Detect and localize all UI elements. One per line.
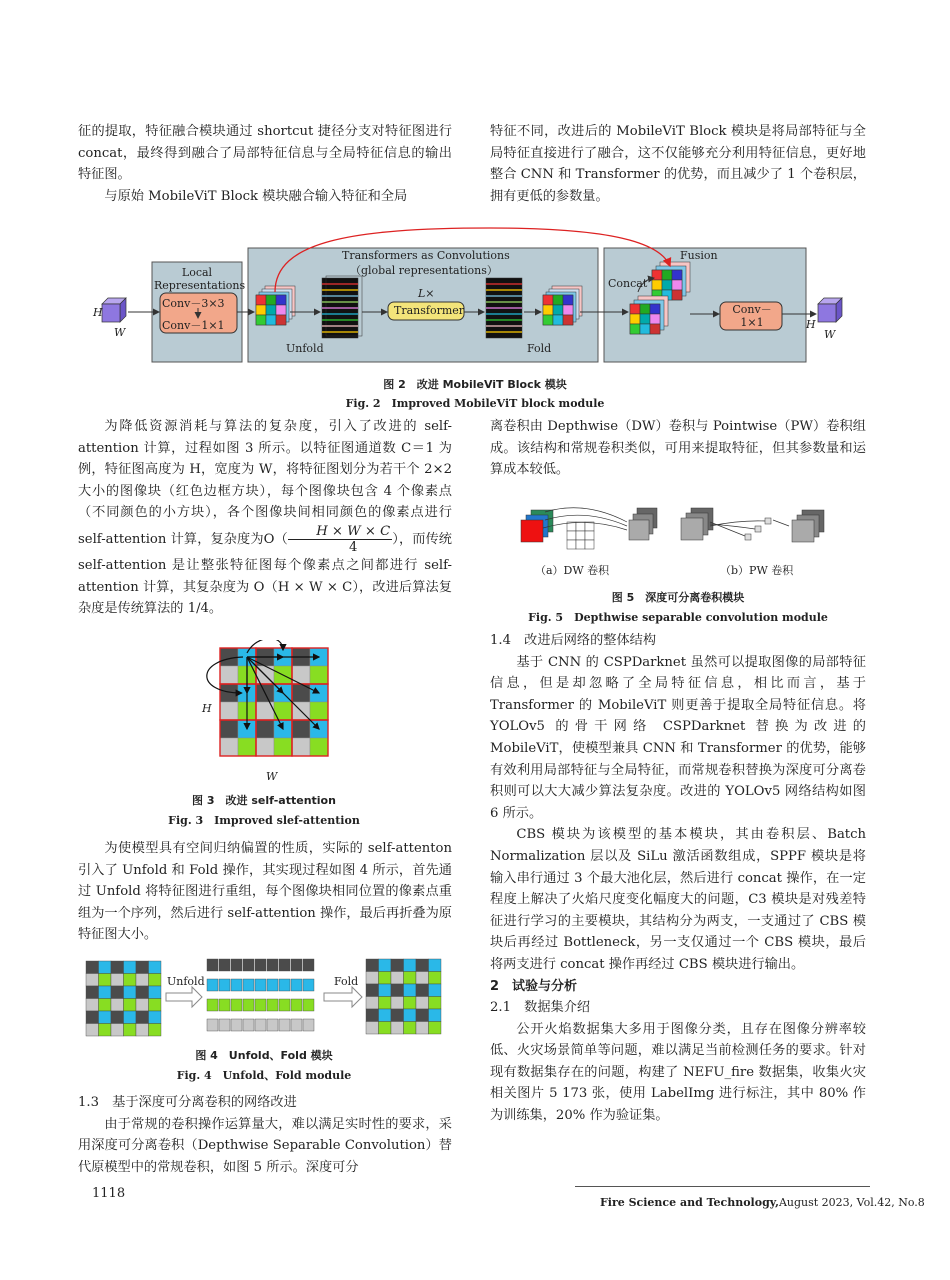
unfold-label: Unfold [286,342,324,355]
grid-cell [111,999,124,1012]
local-representations-label: Local Representations [154,266,246,292]
grid-cell [256,738,274,756]
grid-cell [391,1009,404,1022]
sequence-cell [255,999,266,1011]
grid-w-label: W [266,770,278,783]
sequence-cell [255,979,266,991]
grid-cell [391,997,404,1010]
grid-cell [99,999,112,1012]
grid-cell [99,1024,112,1037]
sequence-cell [279,999,290,1011]
grid-cell [404,1022,417,1035]
figure-5 [515,500,845,578]
sequence-cell [219,979,230,991]
page-number: 1118 [92,1186,126,1201]
grid-cell [404,1009,417,1022]
grid-cell [274,738,292,756]
figure-2-caption-en: Fig. 2 Improved MobileViT block module [345,397,605,410]
conv1-label: Conv－1×1 [162,319,225,332]
sequence-cell [267,1019,278,1031]
unfold-label: Unfold [167,975,205,988]
grid-cell [136,974,149,987]
complexity-o: O（ [263,531,288,547]
grid-cell [416,984,429,997]
sequence-cell [279,959,290,971]
grid-cell [136,999,149,1012]
sequence-cell [219,959,230,971]
grid-cell [256,720,274,738]
right-mid-text [490,416,866,481]
sequence-cell [267,979,278,991]
grid-cell [379,997,392,1010]
grid-cell [416,1009,429,1022]
paragraph: 公开火焰数据集大多用于图像分类，且存在图像分辨率较低、火灾场景简单等问题，难以满足当前检测任务的要求。针对现有数据集存在的问题，构建了 NEFU_fire 数据集，收集火灾相关图片 5 173 张，使用 LabelImg 进行标注，其中 80% 作为训练集，20% 作为验证集。 [490,1021,866,1124]
grid-cell [149,1011,162,1024]
grid-h-label: H [202,702,212,715]
grid-cell [136,961,149,974]
left-low-text [78,838,452,946]
grid-cell [86,961,99,974]
journal-name: Fire Science and Technology, [600,1196,779,1209]
grid-cell [366,972,379,985]
grid-cell [86,986,99,999]
grid-cell [111,1011,124,1024]
grid-cell [416,997,429,1010]
figure-5-caption-en: Fig. 5 Depthwise separable convolution module [528,611,828,624]
dw-conv-label: （a）DW 卷积 [535,564,610,577]
output-w-label: W [824,328,836,341]
text-run: ），而传统 self-attention 是让整张特征图每个像素点之间都进行 self-attention 计算，其复杂度为 O（H × W × C），改进后算法复杂度是传统算法的 1/4。 [78,531,452,617]
complexity-fraction [288,524,392,555]
fold-label: Fold [334,975,359,988]
grid-cell [99,974,112,987]
figure-2-caption-cn: 图 2 改进 MobileViT Block 模块 [383,378,567,391]
sequence-cell [255,1019,266,1031]
paragraph: 与原始 MobileViT Block 模块融合输入特征和全局 [104,188,408,204]
concat-label: Concat [608,277,648,290]
grid-cell [379,959,392,972]
grid-cell [379,972,392,985]
sequence-cell [243,1019,254,1031]
sequence-cell [303,979,314,991]
grid-cell [111,986,124,999]
unfold-fold-diagram [82,955,452,1043]
grid-cell [149,999,162,1012]
grid-cell [310,702,328,720]
footer-rule [575,1186,870,1187]
grid-cell [429,972,442,985]
grid-cell [310,738,328,756]
sequence-cell [231,959,242,971]
self-attention-grid [190,640,350,788]
sequence-cell [207,959,218,971]
l-times-label: L× [418,287,435,300]
grid-cell [429,984,442,997]
transform-arrow [324,987,362,1007]
sequence-cell [267,999,278,1011]
conv-out-label: Conv－1×1 [732,303,772,329]
grid-cell [391,984,404,997]
grid-cell [379,1022,392,1035]
grid-cell [429,997,442,1010]
figure-4-caption-cn: 图 4 Unfold、Fold 模块 [195,1049,333,1062]
journal-footer [600,1196,925,1209]
paragraph: 特征不同，改进后的 MobileViT Block 模块是将局部特征与全局特征直接进行了融合，这不仅能够充分利用特征信息，更好地整合 CNN 和 Transformer 的优势，而且减少了 1 个卷积层，拥有更低的参数量。 [490,124,866,204]
input-w-label: W [114,326,126,339]
grid-cell [366,959,379,972]
sequence-cell [267,959,278,971]
grid-cell [391,972,404,985]
grid-cell [111,961,124,974]
grid-cell [292,738,310,756]
grid-cell [86,1024,99,1037]
grid-cell [404,972,417,985]
paragraph: 为使模型具有空间归纳偏置的性质，实际的 self-attenton 引入了 Unfold 和 Fold 操作，其实现过程如图 4 所示，首先通过 Unfold 将特征图进行重组，每个图像块相同位置的像素点重组为一个序列，然后进行 self-attention 操作，最后再折叠为原特征图大小。 [78,841,452,943]
grid-cell [220,702,238,720]
sequence-cell [243,999,254,1011]
sequence-cell [303,999,314,1011]
grid-cell [429,959,442,972]
grid-cell [416,1022,429,1035]
sequence-cell [291,1019,302,1031]
grid-cell [86,999,99,1012]
right-low-text [490,630,866,1127]
sequence-cell [231,999,242,1011]
grid-cell [86,974,99,987]
text-run: 为降低资源消耗与算法的复杂度，引入了改进的 self-attention 计算，过程如图 3 所示。以特征图通道数 C＝1 为例，特征图高度为 H，宽度为 W，将特征图划分为若干个 2×2 大小的图像块（红色边框方块），每个图像块包含 4 个像素点（不同颜色的小方块），各个图像块间相同颜色的像素点进行 self-attention 计算，复杂度为 [78,419,452,547]
grid-cell [379,1009,392,1022]
grid-cell [149,986,162,999]
transformers-title: Transformers as Convolutions [342,249,510,262]
transformers-subtitle: （global representations） [350,264,498,277]
figure-4 [82,955,452,1043]
paragraph: 由于常规的卷积操作运算量大，难以满足实时性的要求，采用深度可分离卷积（Depthwise Separable Convolution）替代原模型中的常规卷积，如图 5 所示。深度可分 [78,1116,452,1175]
input-h-label: H [93,306,103,319]
grid-cell [124,986,137,999]
sequence-cell [291,979,302,991]
grid-cell [416,959,429,972]
fold-label: Fold [527,342,552,355]
sequence-cell [219,999,230,1011]
grid-cell [366,1009,379,1022]
grid-cell [149,961,162,974]
grid-cell [238,738,256,756]
grid-cell [111,974,124,987]
grid-cell [124,974,137,987]
sequence-cell [231,979,242,991]
sequence-cell [207,1019,218,1031]
paragraph: 离卷积由 Depthwise（DW）卷积与 Pointwise（PW）卷积组成。该结构和常规卷积类似，可用来提取特征，但其参数量和运算成本较低。 [490,419,866,478]
grid-cell [404,984,417,997]
output-h-label: H [806,318,816,331]
grid-cell [416,972,429,985]
grid-cell [220,720,238,738]
depthwise-diagram [515,500,845,560]
grid-cell [99,961,112,974]
grid-cell [99,986,112,999]
grid-cell [220,738,238,756]
grid-cell [136,1011,149,1024]
grid-cell [366,1022,379,1035]
pw-conv-label: （b）PW 卷积 [720,564,794,577]
grid-cell [404,959,417,972]
paragraph: CBS 模块为该模型的基本模块，其由卷积层、Batch Normalization 层以及 SiLu 激活函数组成，SPPF 模块是将输入串行通过 3 个最大池化层，然后进行 concat 操作，在一定程度上解决了火焰尺度变化幅度大的问题，C3 模块是对残差特征进行学习的主要模块，其结构分为两支，一支通过了 CBS 模块后再经过 Bottleneck，另一支仅通过一个 CBS 模块，最后将两支进行 concat 操作再经过 CBS 模块进行输出。 [490,827,866,972]
paragraph: 征的提取，特征融合模块通过 shortcut 捷径分支对特征图进行 concat，最终得到融合了局部特征信息与全局特征信息的输出特征图。 [78,124,452,183]
grid-cell [429,1022,442,1035]
grid-cell [366,984,379,997]
grid-cell [149,974,162,987]
section-heading-2-1: 2.1 数据集介绍 [490,1000,591,1016]
sequence-cell [291,999,302,1011]
sequence-cell [207,979,218,991]
sequence-cell [303,1019,314,1031]
grid-cell [124,961,137,974]
figure-2 [90,222,860,372]
sequence-cell [279,979,290,991]
section-heading-1-3: 1.3 基于深度可分离卷积的网络改进 [78,1095,297,1110]
figure-5-caption-cn: 图 5 深度可分离卷积模块 [611,591,745,604]
sequence-cell [303,959,314,971]
grid-cell [220,666,238,684]
journal-issue: August 2023, Vol.42, No.8 [778,1196,925,1209]
sequence-cell [243,979,254,991]
sequence-cell [231,1019,242,1031]
grid-cell [136,1024,149,1037]
right-top-text [490,121,866,207]
paragraph: 基于 CNN 的 CSPDarknet 虽然可以提取图像的局部特征信息，但是却忽略了全局特征信息，相比而言，基于 Transformer 的 MobileViT 则更善于提取全局特征信息。将 YOLOv5 的骨干网络 CSPDarknet 替换为改进的 MobileViT，使模型兼具 CNN 和 Transformer 的优势，能够有效利用局部特征与全局特征，而常规卷积替换为深度可分离卷积则可以大大减少算法复杂度。改进的 YOLOv5 网络结构如图 6 所示。 [490,654,866,821]
section-heading-2: 2 试验与分析 [490,978,578,994]
transformer-label: Transformer [394,304,465,317]
grid-cell [220,648,238,666]
left-bottom-text [78,1092,452,1178]
grid-cell [111,1024,124,1037]
figure-3-caption-en: Fig. 3 Improved slef-attention [168,814,360,827]
grid-cell [124,1011,137,1024]
grid-cell [310,666,328,684]
sequence-cell [243,959,254,971]
section-heading-1-4: 1.4 改进后网络的整体结构 [490,633,657,648]
fraction-numerator: H × W × C [288,524,392,540]
conv3-label: Conv－3×3 [162,297,225,310]
fraction-denominator: 4 [349,539,358,555]
grid-cell [391,959,404,972]
grid-cell [429,1009,442,1022]
left-top-text [78,121,452,207]
fusion-label: Fusion [680,249,718,262]
sequence-cell [207,999,218,1011]
grid-cell [124,999,137,1012]
grid-cell [86,1011,99,1024]
figure-3 [190,640,350,788]
sequence-cell [255,959,266,971]
figure-4-caption-en: Fig. 4 Unfold、Fold module [176,1069,352,1082]
grid-cell [149,1024,162,1037]
grid-cell [292,720,310,738]
grid-cell [124,1024,137,1037]
transform-arrow [166,987,202,1007]
sequence-cell [279,1019,290,1031]
sequence-cell [219,1019,230,1031]
grid-cell [366,997,379,1010]
figure-3-caption-cn: 图 3 改进 self-attention [192,794,336,807]
grid-cell [136,986,149,999]
sequence-cell [291,959,302,971]
grid-cell [404,997,417,1010]
grid-cell [391,1022,404,1035]
grid-cell [379,984,392,997]
grid-cell [99,1011,112,1024]
